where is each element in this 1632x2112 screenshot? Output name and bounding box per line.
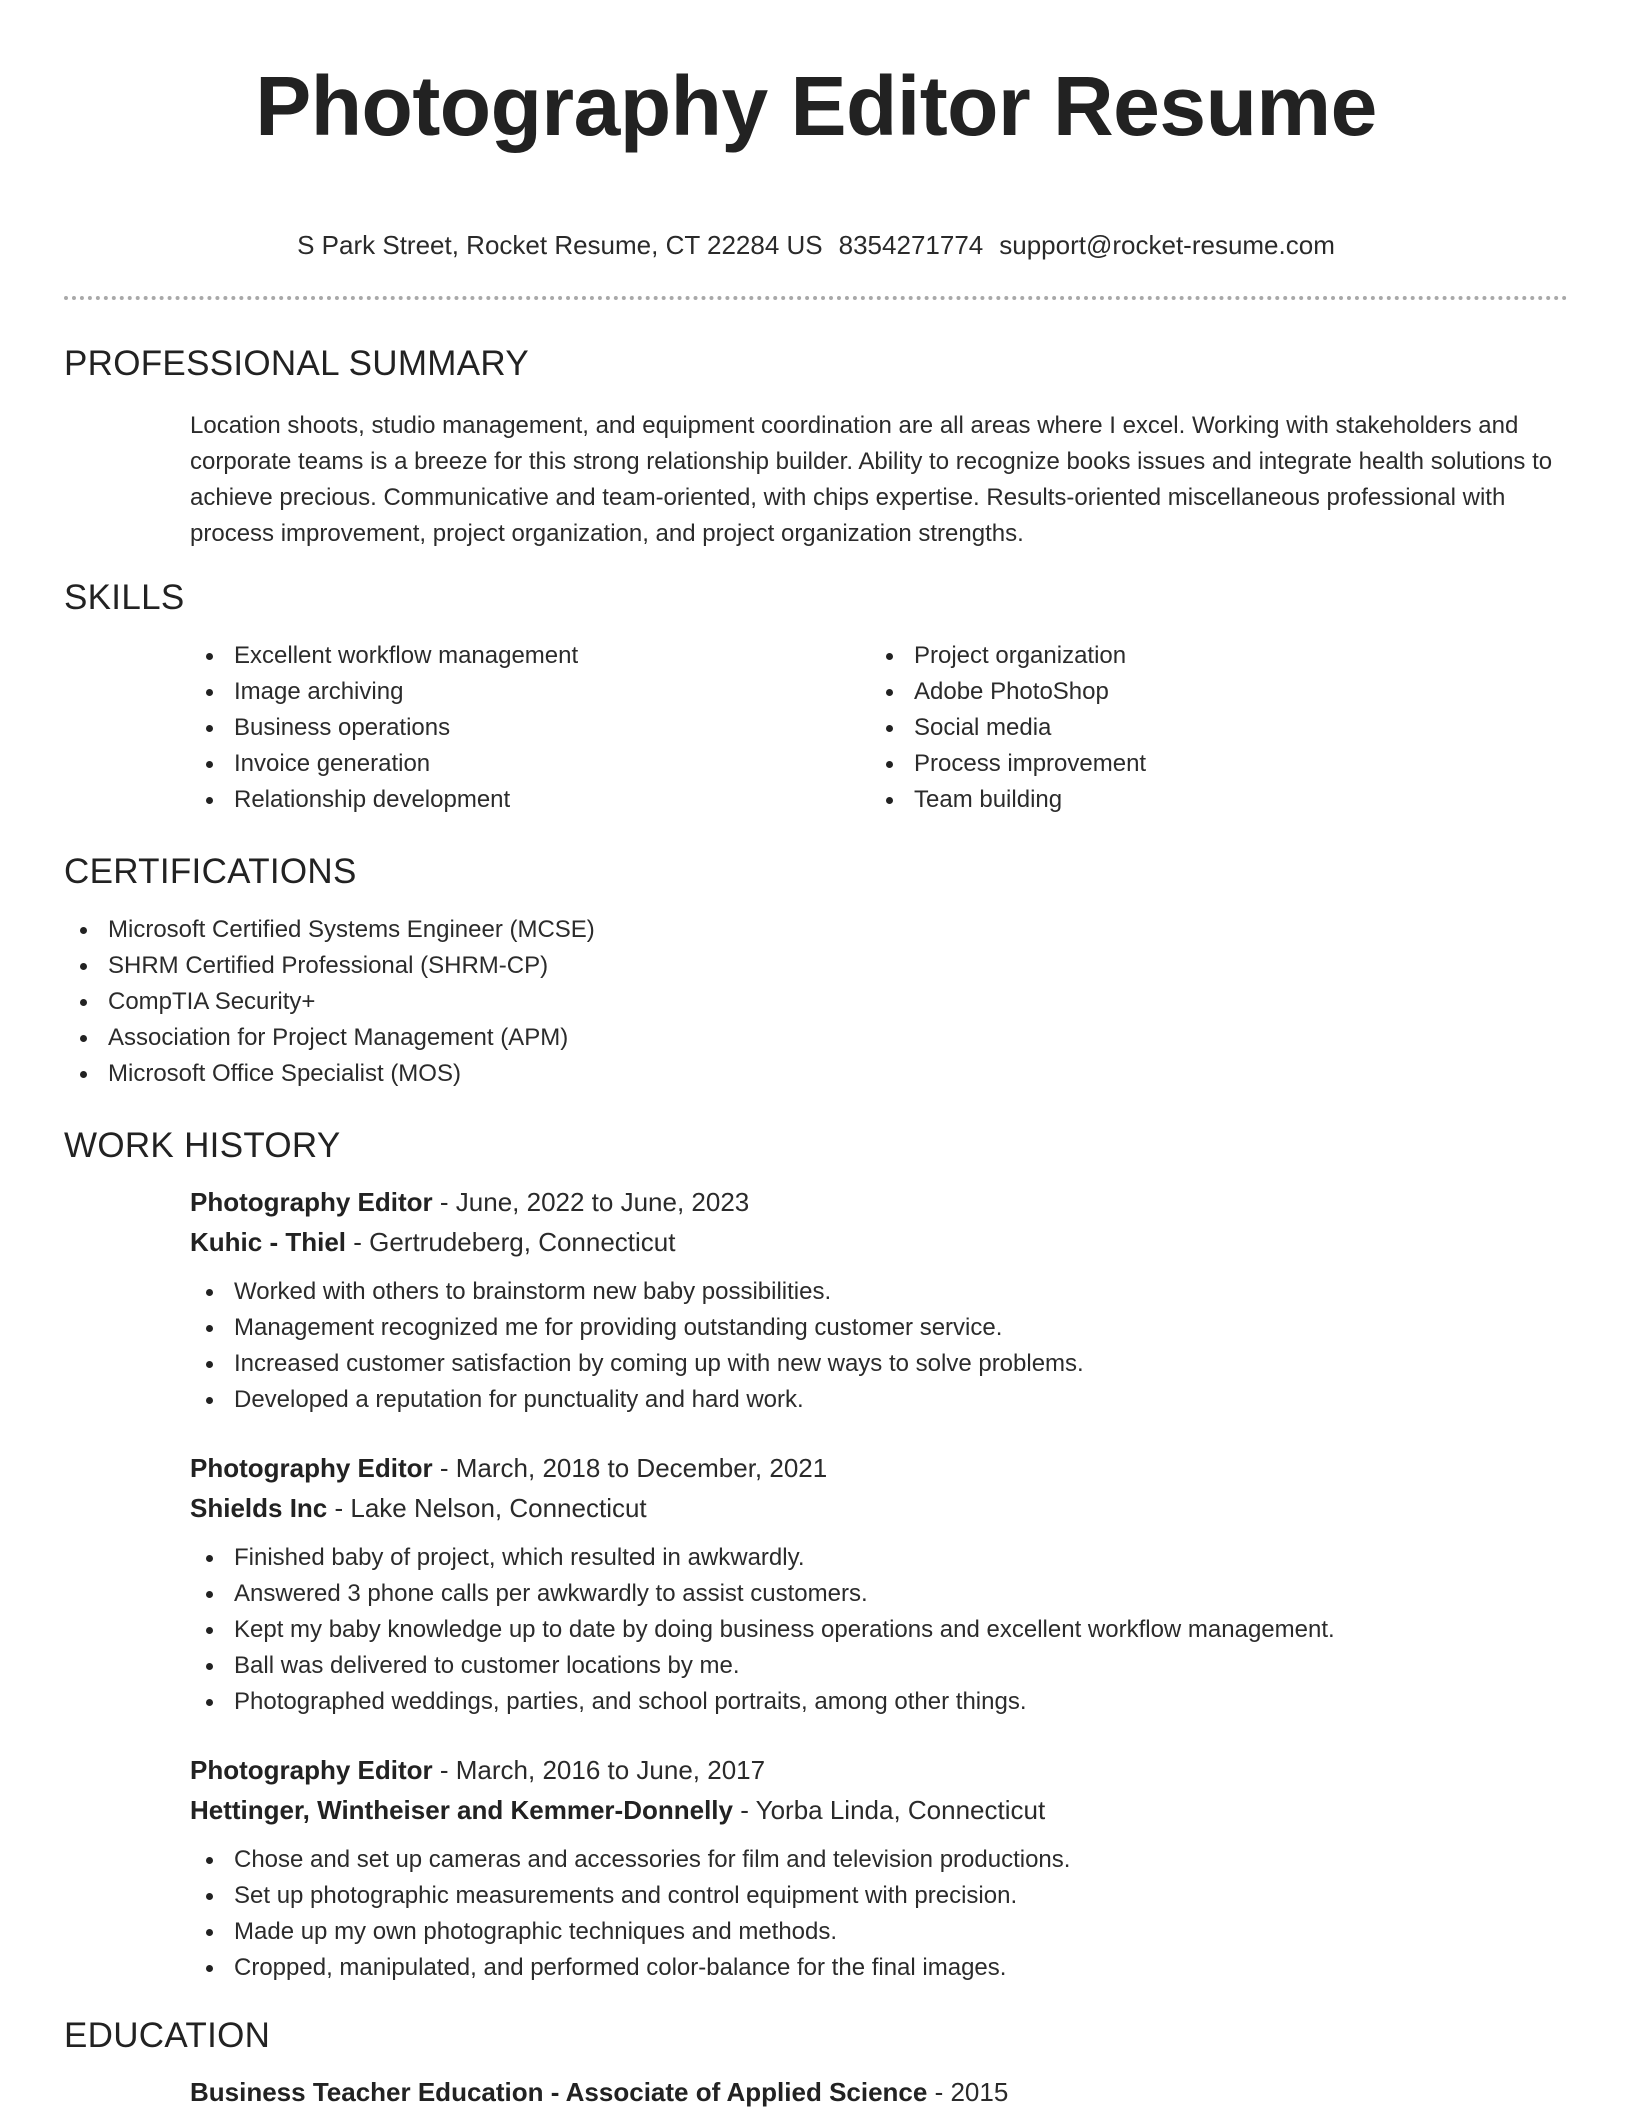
job-bullet: Worked with others to brainstorm new baby possibilities. xyxy=(190,1274,1568,1310)
job-company: Hettinger, Wintheiser and Kemmer-Donnelly xyxy=(190,1795,733,1825)
summary-heading: PROFESSIONAL SUMMARY xyxy=(64,344,529,383)
skill-item: Social media xyxy=(870,710,1550,746)
job-dates: - June, 2022 to June, 2023 xyxy=(432,1187,750,1217)
certification-item: Microsoft Certified Systems Engineer (MCSE) xyxy=(64,912,1568,948)
education-entry xyxy=(190,2072,1568,2112)
job-entry xyxy=(190,1182,1568,1418)
skills-column-left xyxy=(190,638,870,818)
job-company-line xyxy=(190,1222,1568,1262)
work-history-heading: WORK HISTORY xyxy=(64,1126,341,1165)
summary-text: Location shoots, studio management, and equipment coordination are all areas where I excel. Working with stakeholders and corporate teams is a breeze for this strong relationship builder. Ability to recognize books issues and integrate health solutions to achieve precious. Communicative and team-oriented, with chips expertise. Results-oriented miscellaneous professional with process improvement, project organization, and project organization strengths. xyxy=(190,412,1553,547)
certification-item: SHRM Certified Professional (SHRM-CP) xyxy=(64,948,1568,984)
job-bullet: Developed a reputation for punctuality and hard work. xyxy=(190,1382,1568,1418)
job-bullet: Increased customer satisfaction by coming up with new ways to solve problems. xyxy=(190,1346,1568,1382)
skill-item: Project organization xyxy=(870,638,1550,674)
skills-column-right xyxy=(870,638,1550,818)
certifications-heading: CERTIFICATIONS xyxy=(64,852,357,891)
certification-item: Microsoft Office Specialist (MOS) xyxy=(64,1056,1568,1092)
certification-item: CompTIA Security+ xyxy=(64,984,1568,1020)
job-bullets xyxy=(190,1540,1568,1720)
job-title: Photography Editor xyxy=(190,1187,433,1217)
education-year: - 2015 xyxy=(927,2077,1009,2107)
job-bullet: Kept my baby knowledge up to date by doing business operations and excellent workflow management. xyxy=(190,1612,1568,1648)
job-bullet: Chose and set up cameras and accessories for film and television productions. xyxy=(190,1842,1568,1878)
skill-item: Adobe PhotoShop xyxy=(870,674,1550,710)
job-title-line xyxy=(190,1750,1568,1790)
job-entry xyxy=(190,1448,1568,1720)
job-company: Shields Inc xyxy=(190,1493,328,1523)
skill-item: Team building xyxy=(870,782,1550,818)
resume-page xyxy=(64,0,1568,2112)
education-heading: EDUCATION xyxy=(64,2016,271,2055)
job-location: - Yorba Linda, Connecticut xyxy=(732,1795,1046,1825)
contact-address: S Park Street, Rocket Resume, CT 22284 US xyxy=(297,230,823,260)
resume-title: Photography Editor Resume xyxy=(255,59,1377,153)
skill-item: Process improvement xyxy=(870,746,1550,782)
job-dates: - March, 2016 to June, 2017 xyxy=(432,1755,766,1785)
job-title: Photography Editor xyxy=(190,1453,433,1483)
skills-heading: SKILLS xyxy=(64,578,185,617)
job-bullet: Photographed weddings, parties, and school portraits, among other things. xyxy=(190,1684,1568,1720)
job-bullet: Management recognized me for providing outstanding customer service. xyxy=(190,1310,1568,1346)
skills-list xyxy=(190,638,1568,818)
skill-item: Invoice generation xyxy=(190,746,870,782)
job-bullet: Ball was delivered to customer locations by me. xyxy=(190,1648,1568,1684)
job-location: - Gertrudeberg, Connecticut xyxy=(346,1227,676,1257)
education-degree: Business Teacher Education - Associate of Applied Science xyxy=(190,2077,928,2107)
contact-phone: 8354271774 xyxy=(838,230,984,260)
job-company: Kuhic - Thiel xyxy=(190,1227,346,1257)
skill-item: Excellent workflow management xyxy=(190,638,870,674)
header-divider xyxy=(64,296,1568,300)
skill-item: Image archiving xyxy=(190,674,870,710)
job-company-line xyxy=(190,1488,1568,1528)
job-bullet: Cropped, manipulated, and performed color-balance for the final images. xyxy=(190,1950,1568,1986)
job-bullet: Made up my own photographic techniques and methods. xyxy=(190,1914,1568,1950)
skill-item: Business operations xyxy=(190,710,870,746)
contact-email: support@rocket-resume.com xyxy=(999,230,1335,260)
job-title: Photography Editor xyxy=(190,1755,433,1785)
job-dates: - March, 2018 to December, 2021 xyxy=(432,1453,828,1483)
job-bullet: Finished baby of project, which resulted in awkwardly. xyxy=(190,1540,1568,1576)
job-location: - Lake Nelson, Connecticut xyxy=(327,1493,647,1523)
certification-item: Association for Project Management (APM) xyxy=(64,1020,1568,1056)
certifications-list xyxy=(64,912,1568,1092)
contact-line xyxy=(64,230,1568,260)
job-title-line xyxy=(190,1182,1568,1222)
job-bullet: Set up photographic measurements and control equipment with precision. xyxy=(190,1878,1568,1914)
job-bullets xyxy=(190,1842,1568,1986)
job-entry xyxy=(190,1750,1568,1986)
job-company-line xyxy=(190,1790,1568,1830)
job-title-line xyxy=(190,1448,1568,1488)
job-bullets xyxy=(190,1274,1568,1418)
job-bullet: Answered 3 phone calls per awkwardly to assist customers. xyxy=(190,1576,1568,1612)
skill-item: Relationship development xyxy=(190,782,870,818)
